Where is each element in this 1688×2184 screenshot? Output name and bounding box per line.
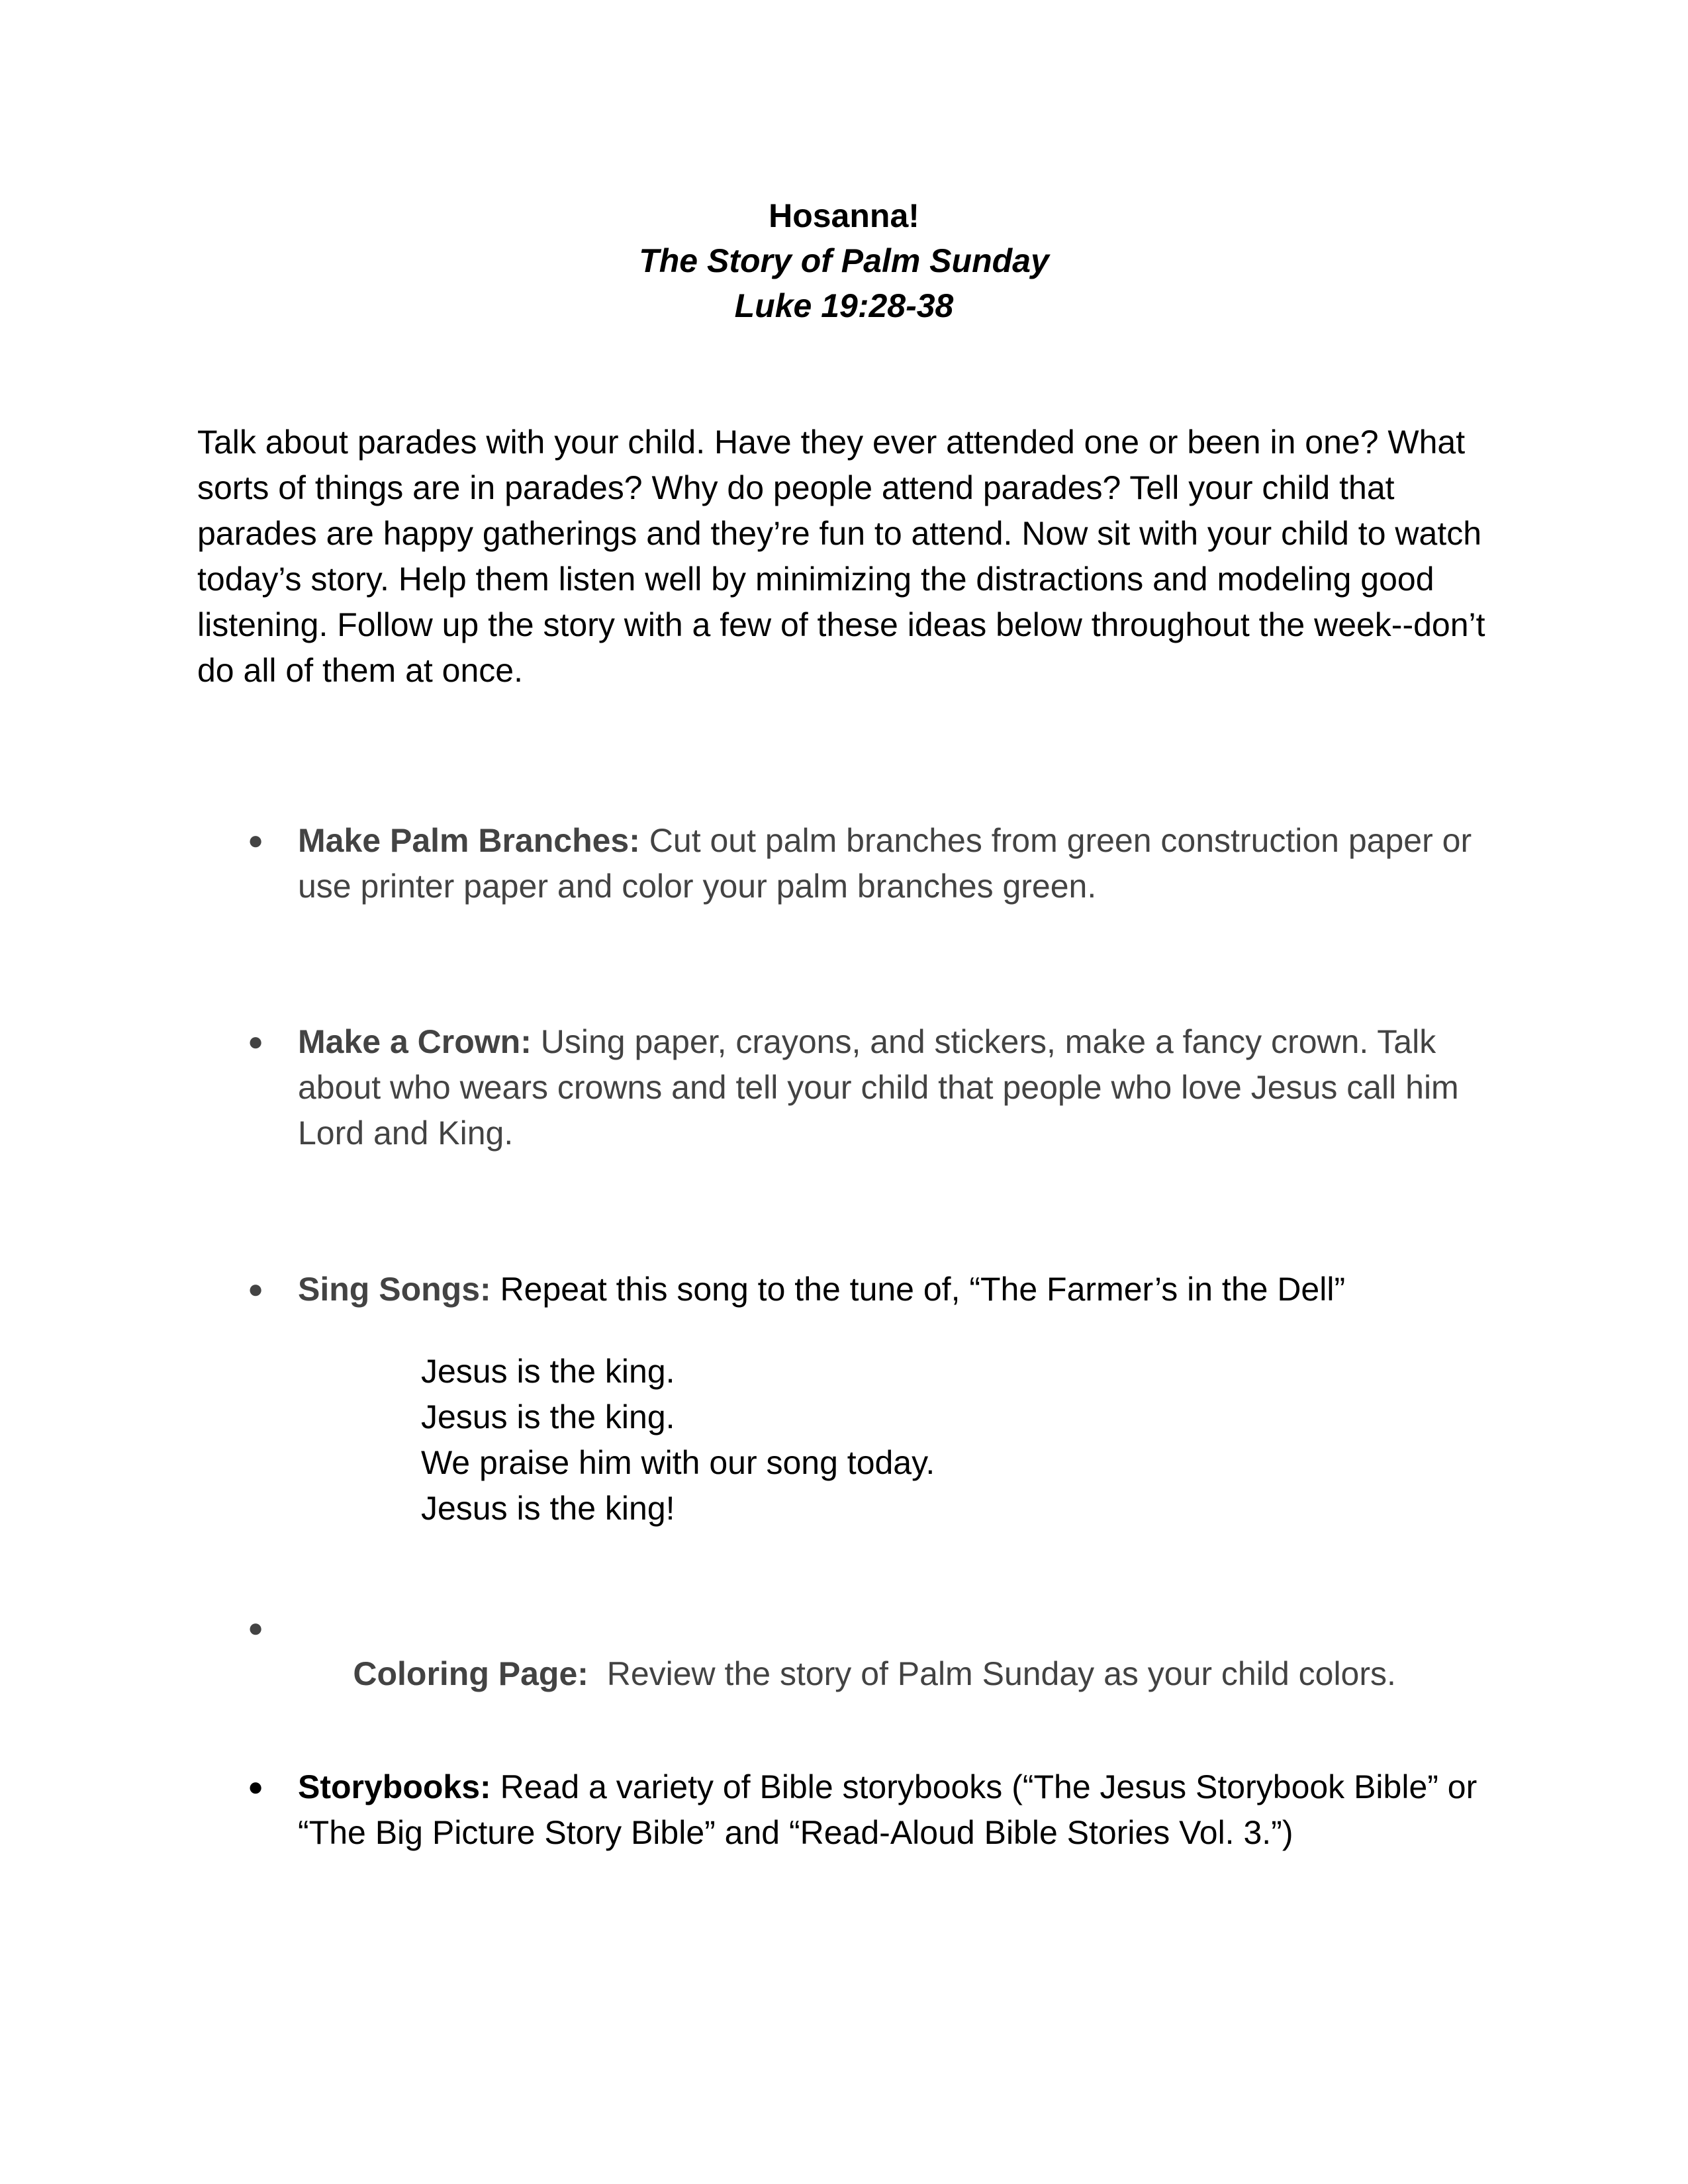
list-item-body [298, 818, 1516, 909]
activity-text: Read a variety of Bible storybooks (“The Jesus Storybook Bible” or “The Big Picture Story Bible” and “Read-Aloud Bible Stories Vol. 3.”) [298, 1768, 1477, 1851]
lyric-line: Jesus is the king. [421, 1398, 675, 1435]
lyric-line: Jesus is the king. [421, 1353, 675, 1390]
intro-paragraph: Talk about parades with your child. Have they ever attended one or been in one? What sorts of things are in parades? Why do people attend parades? Tell your child that parades are happy gatherings and they’re fun to attend. Now sit with your child to watch today’s story. Help them listen well by minimizing the distractions and modeling good listening. Follow up the story with a few of these ideas below throughout the week--don’t do all of them at once. [197, 424, 1485, 689]
bullet-icon: ● [248, 1614, 264, 1643]
activity-label: Make Palm Branches: [298, 822, 640, 859]
list-item-body [298, 1764, 1516, 1856]
activity-label: Coloring Page: [353, 1655, 588, 1692]
activity-label: Sing Songs: [298, 1271, 491, 1308]
activity-text: Using paper, crayons, and stickers, make a fancy crown. Talk about who wears crowns and tell your child that people who love Jesus call him Lord and King. [298, 1023, 1459, 1152]
activity-text: Review the story of Palm Sunday as your child colors. [588, 1655, 1396, 1692]
list-item-body [298, 1019, 1516, 1156]
lyric-line: Jesus is the king! [421, 1490, 675, 1527]
activity-text: Cut out palm branches from green construction paper or use printer paper and color your palm branches green. [298, 822, 1472, 905]
lyric-line: We praise him with our song today. [421, 1444, 935, 1481]
activity-text: Repeat this song to the tune of, “The Farmer’s in the Dell” [491, 1271, 1346, 1308]
list-item-body [298, 1606, 1516, 1743]
page-subtitle: The Story of Palm Sunday [639, 242, 1049, 279]
song-lyrics [421, 1349, 935, 1531]
page-title: Hosanna! [769, 197, 919, 234]
activity-label: Make a Crown: [298, 1023, 532, 1060]
bullet-icon: ● [248, 1027, 264, 1056]
scripture-reference: Luke 19:28-38 [734, 287, 954, 324]
bullet-icon: ● [248, 1772, 264, 1801]
activity-label: Storybooks: [298, 1768, 491, 1805]
bullet-icon: ● [248, 1275, 264, 1304]
title-block [0, 193, 1688, 328]
list-item-body [298, 1267, 1516, 1312]
bullet-icon: ● [248, 826, 264, 855]
